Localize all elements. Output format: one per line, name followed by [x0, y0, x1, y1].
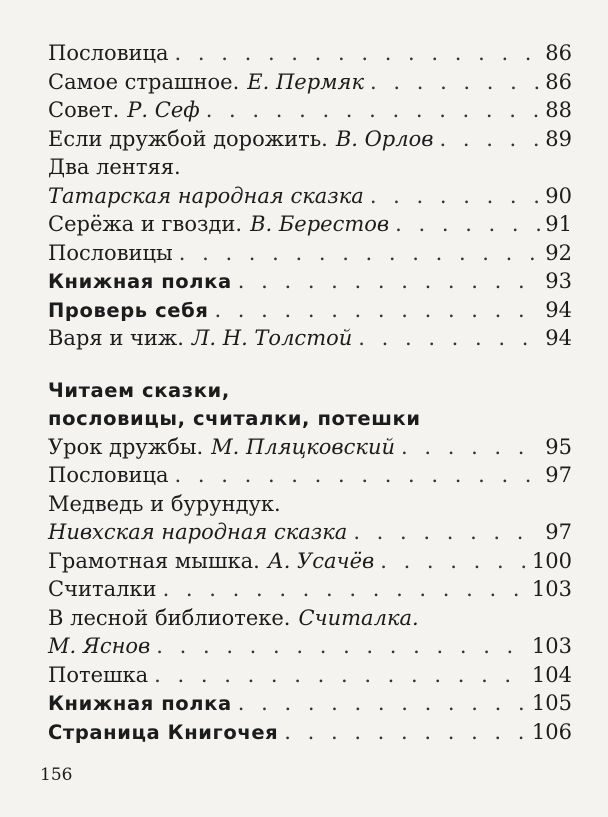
toc-entry	[48, 182, 572, 211]
toc-entry	[48, 461, 572, 490]
entry-author: Татарская народная сказка	[48, 183, 364, 208]
entry-page: 106	[531, 719, 572, 744]
toc-entry	[48, 433, 572, 462]
entry-title: Совет.	[48, 98, 120, 122]
dot-leader	[440, 125, 542, 154]
entry-author: А. Усачёв	[267, 548, 375, 573]
entry-page: 105	[531, 691, 572, 715]
toc-entry	[48, 718, 572, 747]
entry-author: В. Берестов	[250, 212, 390, 236]
dot-leader	[206, 96, 542, 125]
entry-author: Л. Н. Толстой	[191, 326, 353, 350]
entry-title: Медведь и бурундук.	[48, 491, 281, 516]
entry-title: Варя и чиж.	[48, 326, 184, 350]
entry-page: 90	[545, 183, 572, 208]
table-of-contents	[48, 39, 572, 746]
entry-page: 94	[545, 297, 572, 322]
entry-page: 93	[545, 269, 572, 293]
dot-leader	[284, 718, 528, 747]
toc-entry	[48, 324, 572, 353]
entry-page: 86	[545, 69, 572, 94]
entry-page: 86	[545, 41, 572, 65]
dot-leader	[353, 518, 541, 547]
entry-page: 103	[531, 634, 572, 658]
dot-leader	[401, 433, 541, 462]
toc-entry	[48, 96, 572, 125]
entry-title: Серёжа и гвозди.	[48, 212, 243, 236]
dot-leader	[154, 661, 528, 690]
toc-entry	[48, 604, 572, 633]
toc-entry	[48, 689, 572, 718]
toc-entry	[48, 210, 572, 239]
dot-leader	[238, 267, 541, 296]
entry-author: Е. Пермяк	[247, 69, 365, 94]
entry-title: Страница Книгочея	[48, 720, 279, 744]
entry-title: Потешка	[48, 662, 149, 687]
section-heading-line-1: Читаем сказки,	[48, 378, 230, 402]
entry-title: Грамотная мышка.	[48, 548, 260, 573]
entry-page: 94	[545, 326, 572, 350]
toc-entry	[48, 661, 572, 690]
entry-page: 104	[531, 662, 572, 687]
entry-author: Р. Сеф	[127, 98, 200, 122]
dot-leader	[370, 182, 541, 211]
entry-title: Урок дружбы.	[48, 434, 204, 459]
dot-leader	[214, 296, 541, 325]
entry-title: В лесной библиотеке.	[48, 605, 291, 630]
dot-leader	[175, 39, 542, 68]
entry-page: 89	[545, 126, 572, 151]
entry-title: Книжная полка	[48, 270, 232, 293]
entry-title: Считалки	[48, 577, 157, 601]
section-heading-line-2: пословицы, считалки, потешки	[48, 406, 421, 430]
toc-entry	[48, 68, 572, 97]
dot-leader	[380, 547, 528, 576]
entry-title: Проверь себя	[48, 298, 209, 322]
entry-title: Если дружбой дорожить.	[48, 126, 328, 151]
toc-entry	[48, 518, 572, 547]
entry-page: 92	[545, 240, 572, 265]
entry-page: 88	[545, 98, 572, 122]
dot-leader	[179, 239, 542, 268]
entry-title: Пословица	[48, 463, 169, 487]
entry-author: Нивхская народная сказка	[48, 520, 348, 544]
dot-leader	[238, 689, 528, 718]
toc-entry	[48, 490, 572, 519]
entry-author: М. Пляцковский	[211, 434, 396, 459]
entry-title: Самое страшное.	[48, 69, 240, 94]
dot-leader	[358, 324, 541, 353]
toc-entry	[48, 239, 572, 268]
entry-title: Пословицы	[48, 240, 173, 265]
entry-author: В. Орлов	[335, 126, 434, 151]
toc-entry	[48, 267, 572, 296]
dot-leader	[370, 68, 541, 97]
entry-page: 97	[545, 463, 572, 487]
toc-entry	[48, 632, 572, 661]
toc-entry	[48, 39, 572, 68]
toc-entry	[48, 296, 572, 325]
entry-title: Книжная полка	[48, 692, 232, 715]
entry-page: 100	[531, 548, 572, 573]
dot-leader	[175, 461, 542, 490]
entry-title: Два лентяя.	[48, 155, 181, 179]
page-number: 156	[40, 765, 73, 785]
toc-entry	[48, 575, 572, 604]
entry-page: 103	[531, 577, 572, 601]
entry-title: Пословица	[48, 41, 169, 65]
dot-leader	[156, 632, 528, 661]
toc-entry	[48, 125, 572, 154]
entry-page: 95	[545, 434, 572, 459]
toc-entry	[48, 547, 572, 576]
toc-entry	[48, 153, 572, 182]
entry-page: 91	[545, 212, 572, 236]
entry-author: М. Яснов	[48, 634, 151, 658]
dot-leader	[395, 210, 541, 239]
dot-leader	[163, 575, 528, 604]
entry-page: 97	[545, 520, 572, 544]
entry-author: Считалка.	[298, 605, 419, 630]
